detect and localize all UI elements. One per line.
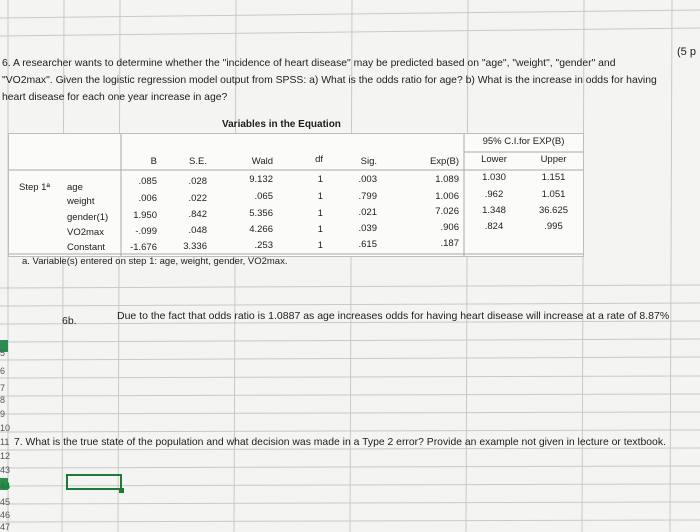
cell-upper: .995: [544, 221, 563, 232]
cell-wald: 5.356: [249, 208, 273, 219]
cell-b: 1.950: [133, 210, 157, 221]
cell-df: 1: [317, 240, 323, 251]
row-label: age: [67, 182, 83, 193]
cell-df: 1: [317, 174, 323, 185]
cell-expb: 1.006: [435, 191, 459, 202]
row-number-selected[interactable]: 44: [0, 481, 11, 491]
cell-upper: 1.051: [541, 189, 566, 200]
col-header-upper: Upper: [540, 154, 567, 165]
cell-sig: .039: [358, 223, 377, 234]
row-number: 8: [0, 395, 6, 405]
cell-lower: 1.030: [482, 172, 506, 183]
col-header-sig: Sig.: [360, 156, 377, 167]
answer-text[interactable]: Due to the fact that odds ratio is 1.0887 as age increases odds for having heart disease will increase at a rate of 8.87%: [117, 310, 670, 322]
row-label: VO2max: [67, 227, 104, 238]
col-header-df: df: [315, 154, 323, 165]
question6-line1: 6. A researcher wants to determine whether the "incidence of heart disease" may be predicted based on "age", "weight", "gender" and: [2, 58, 616, 69]
spss-output-table: [8, 133, 584, 257]
cell-wald: .065: [254, 191, 273, 202]
row-number: 46: [0, 510, 11, 520]
col-header-expb: Exp(B): [429, 156, 459, 167]
row-number: 5: [0, 348, 6, 358]
answer-label: 6b.: [62, 315, 77, 327]
row-number: 43: [0, 465, 11, 475]
cell-b: -.099: [135, 226, 157, 237]
cell-sig: .799: [358, 191, 377, 202]
col-header-lower: Lower: [481, 154, 507, 165]
table-title: Variables in the Equation: [222, 119, 341, 130]
ci-header: 95% C.I.for EXP(B): [482, 136, 565, 147]
points-label: (5 p: [677, 46, 696, 58]
step-label: Step 1ª: [19, 182, 50, 193]
row-number: 7: [0, 383, 6, 393]
cell-lower: .962: [484, 189, 504, 200]
row-number: 9: [0, 409, 6, 419]
row-number: 10: [0, 423, 11, 433]
fill-handle[interactable]: [119, 488, 124, 493]
cell-expb: 7.026: [435, 206, 459, 217]
cell-wald: 9.132: [249, 174, 273, 185]
row-number: 47: [0, 522, 11, 532]
cell-sig: .021: [358, 207, 377, 218]
cell-b: .006: [138, 193, 157, 204]
cell-sig: .615: [358, 239, 377, 250]
col-header-b: B: [150, 156, 157, 167]
question6-line2: "VO2max". Given the logistic regression model output from SPSS: a) What is the odds ratio for age? b) What is the increase in odds for having: [2, 75, 657, 86]
cell-df: 1: [317, 208, 323, 219]
cell-upper: 36.625: [538, 205, 569, 216]
cell-lower: .824: [484, 221, 504, 232]
cell-expb: .187: [440, 238, 459, 249]
row-label: gender(1): [67, 212, 109, 223]
cell-se: 3.336: [183, 241, 207, 252]
question6-line3: heart disease for each one year increase in age?: [2, 92, 228, 103]
table-footnote: a. Variable(s) entered on step 1: age, weight, gender, VO2max.: [22, 256, 288, 267]
question7-text: 7. What is the true state of the population and what decision was made in a Type 2 error? Provide an example not given in lecture or textbook.: [14, 437, 666, 448]
cell-sig: .003: [358, 174, 377, 185]
cell-wald: .253: [254, 240, 273, 251]
cell-df: 1: [317, 191, 323, 202]
cell-df: 1: [317, 224, 323, 235]
cell-expb: .906: [440, 222, 459, 233]
cell-se: .028: [188, 176, 207, 187]
cell-se: .842: [188, 209, 207, 220]
row-label: weight: [67, 196, 95, 207]
cell-b: .085: [138, 176, 157, 187]
cell-se: .022: [188, 193, 207, 204]
cell-se: .048: [188, 225, 207, 236]
row-number: 6: [0, 366, 6, 376]
col-header-wald: Wald: [251, 156, 273, 167]
row-number: 11: [0, 437, 10, 447]
row-number: 12: [0, 451, 11, 461]
cell-upper: 1.151: [541, 172, 566, 183]
cell-wald: 4.266: [249, 224, 273, 235]
cell-b: -1.676: [130, 242, 157, 253]
selected-cell[interactable]: [66, 474, 122, 490]
row-number: 45: [0, 497, 11, 507]
cell-lower: 1.348: [482, 205, 506, 216]
cell-expb: 1.089: [435, 174, 459, 185]
col-header-se: S.E.: [189, 156, 207, 167]
row-label: Constant: [67, 242, 106, 253]
